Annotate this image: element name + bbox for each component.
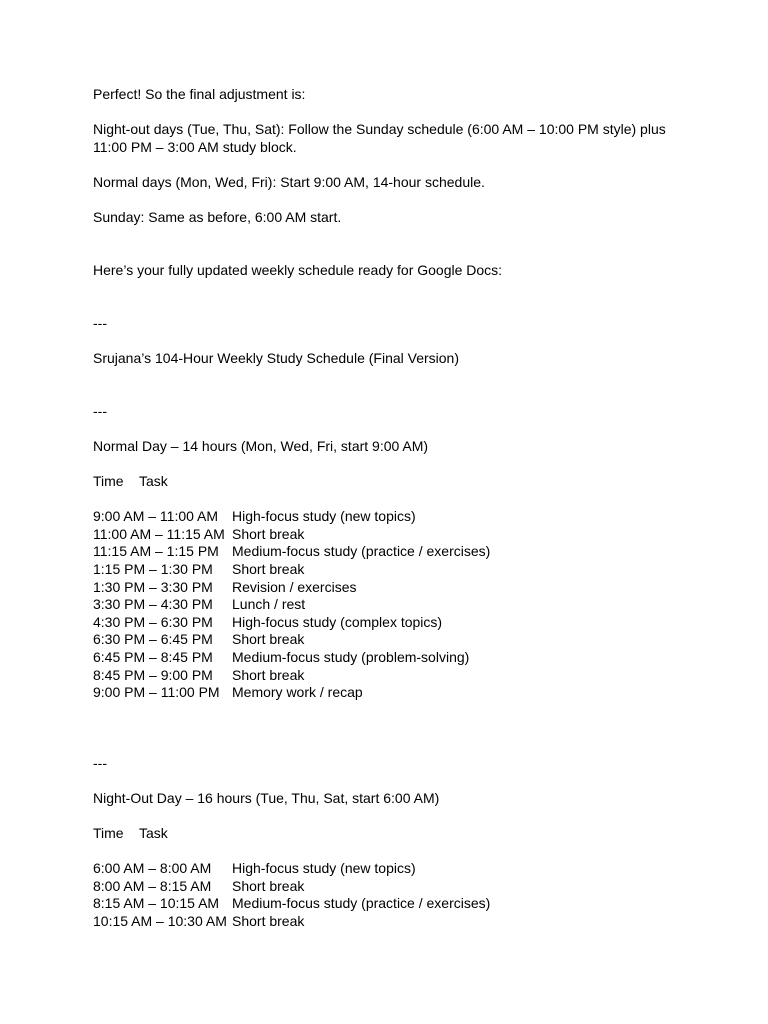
task-cell: Short break	[232, 912, 305, 929]
time-cell: 6:30 PM – 6:45 PM	[93, 631, 213, 648]
normal-day-heading: Normal Day – 14 hours (Mon, Wed, Fri, start 9:00 AM)	[93, 437, 429, 454]
time-cell: 8:00 AM – 8:15 AM	[93, 877, 212, 894]
task-cell: Short break	[232, 666, 305, 683]
separator: ---	[93, 402, 107, 419]
time-cell: 8:45 PM – 9:00 PM	[93, 666, 213, 683]
column-header-task: Task	[139, 824, 168, 841]
table-row	[93, 631, 693, 649]
nightout-day-heading: Night-Out Day – 16 hours (Tue, Thu, Sat, start 6:00 AM)	[93, 789, 440, 806]
document-page	[93, 86, 693, 931]
task-cell: Medium-focus study (practice / exercises)	[232, 543, 491, 560]
time-cell: 1:15 PM – 1:30 PM	[93, 561, 213, 578]
table-row	[93, 878, 693, 896]
time-cell: 3:30 PM – 4:30 PM	[93, 596, 213, 613]
document-title: Srujana’s 104-Hour Weekly Study Schedule (Final Version)	[93, 349, 460, 366]
task-cell: High-focus study (new topics)	[232, 508, 416, 525]
nightout-day-table	[93, 860, 693, 930]
ready-line: Here’s your fully updated weekly schedule ready for Google Docs:	[93, 261, 503, 278]
time-cell: 4:30 PM – 6:30 PM	[93, 613, 213, 630]
task-cell: Short break	[232, 561, 305, 578]
table-row	[93, 913, 693, 931]
time-cell: 8:15 AM – 10:15 AM	[93, 895, 220, 912]
table-row	[93, 508, 693, 526]
column-header-time: Time	[93, 824, 124, 841]
task-cell: Short break	[232, 525, 305, 542]
nightout-day-table-header	[93, 825, 693, 843]
table-row	[93, 684, 693, 702]
normal-day-table-header	[93, 473, 693, 491]
time-cell: 11:15 AM – 1:15 PM	[93, 543, 219, 560]
intro-line: Perfect! So the final adjustment is:	[93, 86, 306, 102]
time-cell: 11:00 AM – 11:15 AM	[93, 525, 225, 542]
normal-rule: Normal days (Mon, Wed, Fri): Start 9:00 AM, 14-hour schedule.	[93, 173, 485, 190]
task-cell: Lunch / rest	[232, 596, 306, 613]
column-header-task: Task	[139, 473, 168, 490]
table-row	[93, 667, 693, 685]
task-cell: High-focus study (complex topics)	[232, 613, 443, 630]
time-cell: 6:00 AM – 8:00 AM	[93, 860, 212, 877]
separator: ---	[93, 754, 107, 771]
table-row	[93, 614, 693, 632]
time-cell: 6:45 PM – 8:45 PM	[93, 649, 213, 665]
task-cell: Memory work / recap	[232, 684, 363, 701]
separator: ---	[93, 314, 107, 331]
table-row	[93, 895, 693, 913]
task-cell: Short break	[232, 877, 305, 894]
time-cell: 9:00 AM – 11:00 AM	[93, 508, 219, 525]
time-cell: 10:15 AM – 10:30 AM	[93, 912, 227, 929]
task-cell: Short break	[232, 631, 305, 648]
time-cell: 9:00 PM – 11:00 PM	[93, 684, 220, 701]
task-cell: High-focus study (new topics)	[232, 860, 416, 877]
column-header-time: Time	[93, 473, 124, 490]
table-row	[93, 579, 693, 597]
table-row	[93, 649, 693, 667]
sunday-rule: Sunday: Same as before, 6:00 AM start.	[93, 209, 342, 226]
table-row	[93, 543, 693, 561]
table-row	[93, 526, 693, 544]
task-cell: Revision / exercises	[232, 578, 357, 595]
table-row	[93, 860, 693, 878]
time-cell: 1:30 PM – 3:30 PM	[93, 578, 213, 595]
nightout-rule: Night-out days (Tue, Thu, Sat): Follow the Sunday schedule (6:00 AM – 10:00 PM style) plus 11:00 PM – 3:00 AM study block.	[93, 121, 670, 155]
normal-day-table	[93, 508, 693, 702]
task-cell: Medium-focus study (problem-solving)	[232, 649, 470, 665]
table-row	[93, 561, 693, 579]
table-row	[93, 596, 693, 614]
task-cell: Medium-focus study (practice / exercises)	[232, 895, 491, 912]
